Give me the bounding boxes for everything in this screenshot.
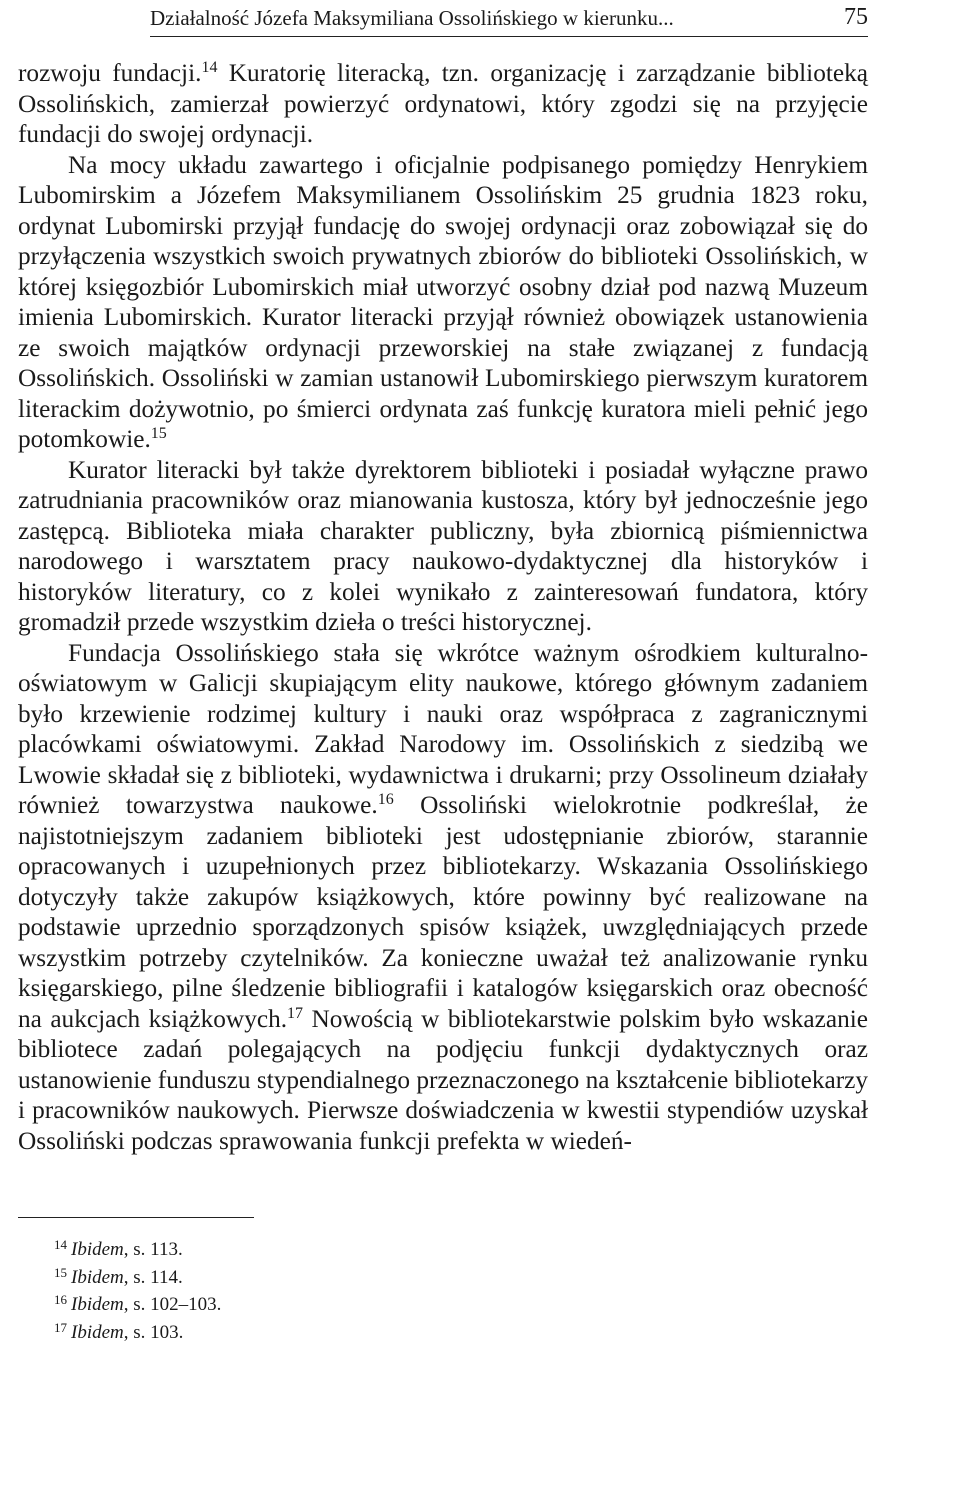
text-run: Ossoliński wielokrotnie podkreślał, że najistotniejszym zadaniem biblioteki jest udostępnianie zbiorów, starannie opracowanych i uzupełnionych przez bibliotekarzy. Wskazania Ossolińskiego dotyczyły także zakupów książkowych, które powinny być realizowane na podstawie uprzednio sporządzonych spisów książek, uwzględniających przede wszystkim potrzeby czytelników. Za konieczne uważał też analizowanie rynku księgarskiego, pilne śledzenie bibliografii i katalogów księgarskich oraz obecność na aukcjach książkowych. [18,791,869,1033]
footnote-ref-text: Ibidem [71,1321,124,1343]
text-run: Fundacja Ossolińskiego stała się wkrótce ważnym ośrodkiem kulturalno-oświatowym w Galicji skupiającym elity naukowe, którego głównym zadaniem było krzewienie rodzimej kultury i nauki oraz współpraca z zagranicznymi placówkami oświatowymi. Zakład Narodowy im. Ossolińskich z siedzibą we Lwowie składał się z biblioteki, wydawnictwa i drukarni; przy Ossolineum działały również towarzystwa naukowe. [18,638,868,819]
footnote-ref-text: Ibidem [71,1294,124,1315]
text-run: rozwoju fundacji. [18,59,202,87]
footnote-ref-text: Ibidem [71,1239,124,1260]
footnote-pages: , s. 113. [123,1239,183,1260]
running-header [150,2,868,37]
text-run: Kurator literacki był także dyrektorem biblioteki i posiadał wyłączne prawo zatrudniania pracowników oraz mianowania kustosza, który był jednocześnie jego zastępcą. Biblioteka miała charakter publiczny, była zbiornicą piśmiennictwa narodowego i warsztatem pracy naukowo-dydaktycznej dla historyków i historyków literatury, co z kolei wynikało z zainteresowań fundatora, który gromadził przede wszystkim dzieła o treści historycznej. [18,455,868,636]
footnote-number: 15 [54,1264,67,1280]
footnote-ref: 15 [150,425,167,442]
text-run: Nowością w bibliotekarstwie polskim było wskazanie bibliotece zadań polegających na podjęciu funkcji dydaktycznych oraz ustanowienie funduszu stypendialnego przeznaczonego na kształcenie bibliotekarzy i pracowników naukowych. Pierwsze doświadczenia w kwestii stypendiów uzyskał Ossoliński podczas sprawowania funkcji prefekta w wiedeń- [18,1004,868,1155]
footnote [54,1264,221,1292]
footnote-number: 17 [54,1319,67,1335]
footnote-ref: 14 [201,59,218,76]
footnote-pages: , s. 114. [123,1266,183,1288]
footnote-number: 16 [54,1292,67,1307]
footnote-ref-text: Ibidem [71,1266,124,1288]
footnote-divider [18,1217,254,1218]
footnote [54,1291,221,1319]
paragraph [18,150,868,455]
page-number: 75 [844,4,868,30]
paragraph [18,58,868,150]
text-run: Kuratorię literacką, tzn. organizację i zarządzanie biblioteką Ossolińskich, zamierzał powierzyć ordynatowi, który zgodzi się na przyjęcie fundacji do swojej ordynacji. [18,59,868,148]
text-run: Na mocy układu zawartego i oficjalnie podpisanego pomiędzy Henrykiem Lubomirskim a Józefem Maksymilianem Ossolińskim 25 grudnia 1823 roku, ordynat Lubomirski przyjął fundację do swojej ordynacji oraz zobowiązał się do przyłączenia wszystkich swoich prywatnych zbiorów do biblioteki Ossolińskich, w której księgozbiór Lubomirskich miał utworzyć osobny dział pod nazwą Muzeum imienia Lubomirskich. Kurator literacki przyjął również obowiązek ustanowienia ze swoich majątków ordynacji przeworskiej na stałe związanej z fundacją Ossolińskich. Ossoliński w zamian ustanowił Lubomirskiego pierwszym kuratorem literackim dożywotnio, po śmierci ordynata zaś funkcję kuratora mieli pełnić jego potomkowie. [18,150,868,453]
paragraph [18,638,868,1157]
running-title: Działalność Józefa Maksymiliana Ossolińskiego w kierunku... [150,6,674,30]
footnote-ref: 17 [287,1004,304,1022]
footnote-number: 14 [54,1237,67,1252]
paragraph [18,455,868,638]
footnote-ref: 16 [377,791,394,808]
footnote-pages: , s. 102–103. [123,1294,222,1315]
footnotes [54,1236,221,1346]
footnote-pages: , s. 103. [123,1321,184,1343]
footnote [54,1319,221,1347]
main-text [18,58,868,1156]
footnote [54,1236,221,1264]
